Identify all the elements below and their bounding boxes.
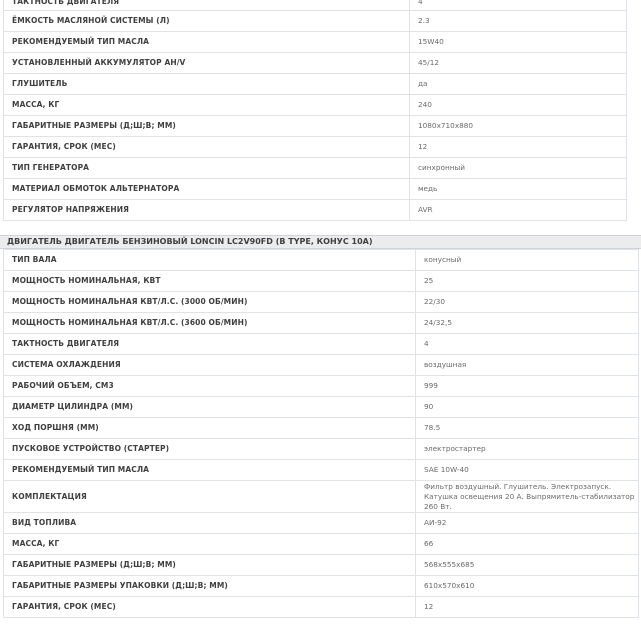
- table-row: [4, 53, 627, 74]
- spec-label: ТАКТНОСТЬ ДВИГАТЕЛЯ: [4, 334, 416, 355]
- spec-value: конусный: [416, 250, 639, 271]
- table-row: [4, 95, 627, 116]
- table-row: [4, 576, 639, 597]
- table-row: [4, 439, 639, 460]
- spec-value: Фильтр воздушный. Глушитель. Электрозапуск. Катушка освещения 20 А. Выпрямитель-стабилизатор 260 Вт.: [416, 481, 639, 513]
- spec-value: АИ-92: [416, 513, 639, 534]
- spec-value: 22/30: [416, 292, 639, 313]
- table-row: [4, 513, 639, 534]
- spec-label: РЕКОМЕНДУЕМЫЙ ТИП МАСЛА: [4, 460, 416, 481]
- spec-label: МАССА, КГ: [4, 95, 410, 116]
- spec-value: 12: [416, 597, 639, 618]
- spec-value: 1080x710x880: [410, 116, 627, 137]
- spec-label: РАБОЧИЙ ОБЪЕМ, СМ3: [4, 376, 416, 397]
- table-row: [4, 0, 627, 11]
- spec-label: ХОД ПОРШНЯ (ММ): [4, 418, 416, 439]
- spec-value: медь: [410, 179, 627, 200]
- spec-label: ГАБАРИТНЫЕ РАЗМЕРЫ УПАКОВКИ (Д;Ш;В; ММ): [4, 576, 416, 597]
- spec-label: МАТЕРИАЛ ОБМОТОК АЛЬТЕРНАТОРА: [4, 179, 410, 200]
- table-row: [4, 32, 627, 53]
- table-row: [4, 11, 627, 32]
- spec-label: ТИП ВАЛА: [4, 250, 416, 271]
- table-row: [4, 292, 639, 313]
- spec-label: УСТАНОВЛЕННЫЙ АККУМУЛЯТОР АН/V: [4, 53, 410, 74]
- table-row: [4, 334, 639, 355]
- spec-label: МОЩНОСТЬ НОМИНАЛЬНАЯ КВТ/Л.С. (3000 ОБ/МИН): [4, 292, 416, 313]
- table-row: [4, 397, 639, 418]
- table-row: [4, 355, 639, 376]
- spec-label: РЕКОМЕНДУЕМЫЙ ТИП МАСЛА: [4, 32, 410, 53]
- specs-table-generator: [3, 0, 627, 221]
- spec-label: ВИД ТОПЛИВА: [4, 513, 416, 534]
- spec-label: ГАРАНТИЯ, СРОК (МЕС): [4, 137, 410, 158]
- spec-value: 2.3: [410, 11, 627, 32]
- table-row: [4, 597, 639, 618]
- table-row: [4, 200, 627, 221]
- spec-value: 240: [410, 95, 627, 116]
- spec-label: МАССА, КГ: [4, 534, 416, 555]
- spec-label: ТИП ГЕНЕРАТОРА: [4, 158, 410, 179]
- spec-value: синхронный: [410, 158, 627, 179]
- spec-label: ЁМКОСТЬ МАСЛЯНОЙ СИСТЕМЫ (Л): [4, 11, 410, 32]
- spec-label: ДИАМЕТР ЦИЛИНДРА (ММ): [4, 397, 416, 418]
- spec-label: КОМПЛЕКТАЦИЯ: [4, 481, 416, 513]
- table-row: [4, 158, 627, 179]
- spec-value: SAE 10W-40: [416, 460, 639, 481]
- spec-value: 66: [416, 534, 639, 555]
- spec-value: 15W40: [410, 32, 627, 53]
- table-row: [4, 179, 627, 200]
- section-header-engine: ДВИГАТЕЛЬ ДВИГАТЕЛЬ БЕНЗИНОВЫЙ LONCIN LC2V90FD (B TYPE, КОНУС 10А): [0, 235, 641, 249]
- spec-label: МОЩНОСТЬ НОМИНАЛЬНАЯ, КВТ: [4, 271, 416, 292]
- spec-value: электростартер: [416, 439, 639, 460]
- table-row: [4, 116, 627, 137]
- table-row: [4, 460, 639, 481]
- spec-value: 568x555x685: [416, 555, 639, 576]
- spec-value: 24/32,5: [416, 313, 639, 334]
- spec-value: воздушная: [416, 355, 639, 376]
- spec-value: 12: [410, 137, 627, 158]
- spec-value: 45/12: [410, 53, 627, 74]
- spec-label: РЕГУЛЯТОР НАПРЯЖЕНИЯ: [4, 200, 410, 221]
- spec-value: 78.5: [416, 418, 639, 439]
- spec-value: 999: [416, 376, 639, 397]
- table-row: [4, 418, 639, 439]
- table-row: [4, 481, 639, 513]
- spec-value: 4: [416, 334, 639, 355]
- spec-value: AVR: [410, 200, 627, 221]
- table-row: [4, 271, 639, 292]
- spec-label: СИСТЕМА ОХЛАЖДЕНИЯ: [4, 355, 416, 376]
- table-row: [4, 313, 639, 334]
- spec-label: ГАРАНТИЯ, СРОК (МЕС): [4, 597, 416, 618]
- table-row: [4, 250, 639, 271]
- spec-label: ГЛУШИТЕЛЬ: [4, 74, 410, 95]
- table-row: [4, 74, 627, 95]
- spec-value: 25: [416, 271, 639, 292]
- table-row: [4, 376, 639, 397]
- specs-table-engine: [3, 249, 639, 618]
- spec-label: ПУСКОВОЕ УСТРОЙСТВО (СТАРТЕР): [4, 439, 416, 460]
- table-row: [4, 137, 627, 158]
- spec-value: 610x570x610: [416, 576, 639, 597]
- spec-label: ГАБАРИТНЫЕ РАЗМЕРЫ (Д;Ш;В; ММ): [4, 116, 410, 137]
- spec-value: 4: [410, 0, 627, 11]
- table-row: [4, 555, 639, 576]
- spec-value: 90: [416, 397, 639, 418]
- spec-label: ГАБАРИТНЫЕ РАЗМЕРЫ (Д;Ш;В; ММ): [4, 555, 416, 576]
- spec-label: МОЩНОСТЬ НОМИНАЛЬНАЯ КВТ/Л.С. (3600 ОБ/МИН): [4, 313, 416, 334]
- table-row: [4, 534, 639, 555]
- spec-label: ТАКТНОСТЬ ДВИГАТЕЛЯ: [4, 0, 410, 11]
- spec-value: да: [410, 74, 627, 95]
